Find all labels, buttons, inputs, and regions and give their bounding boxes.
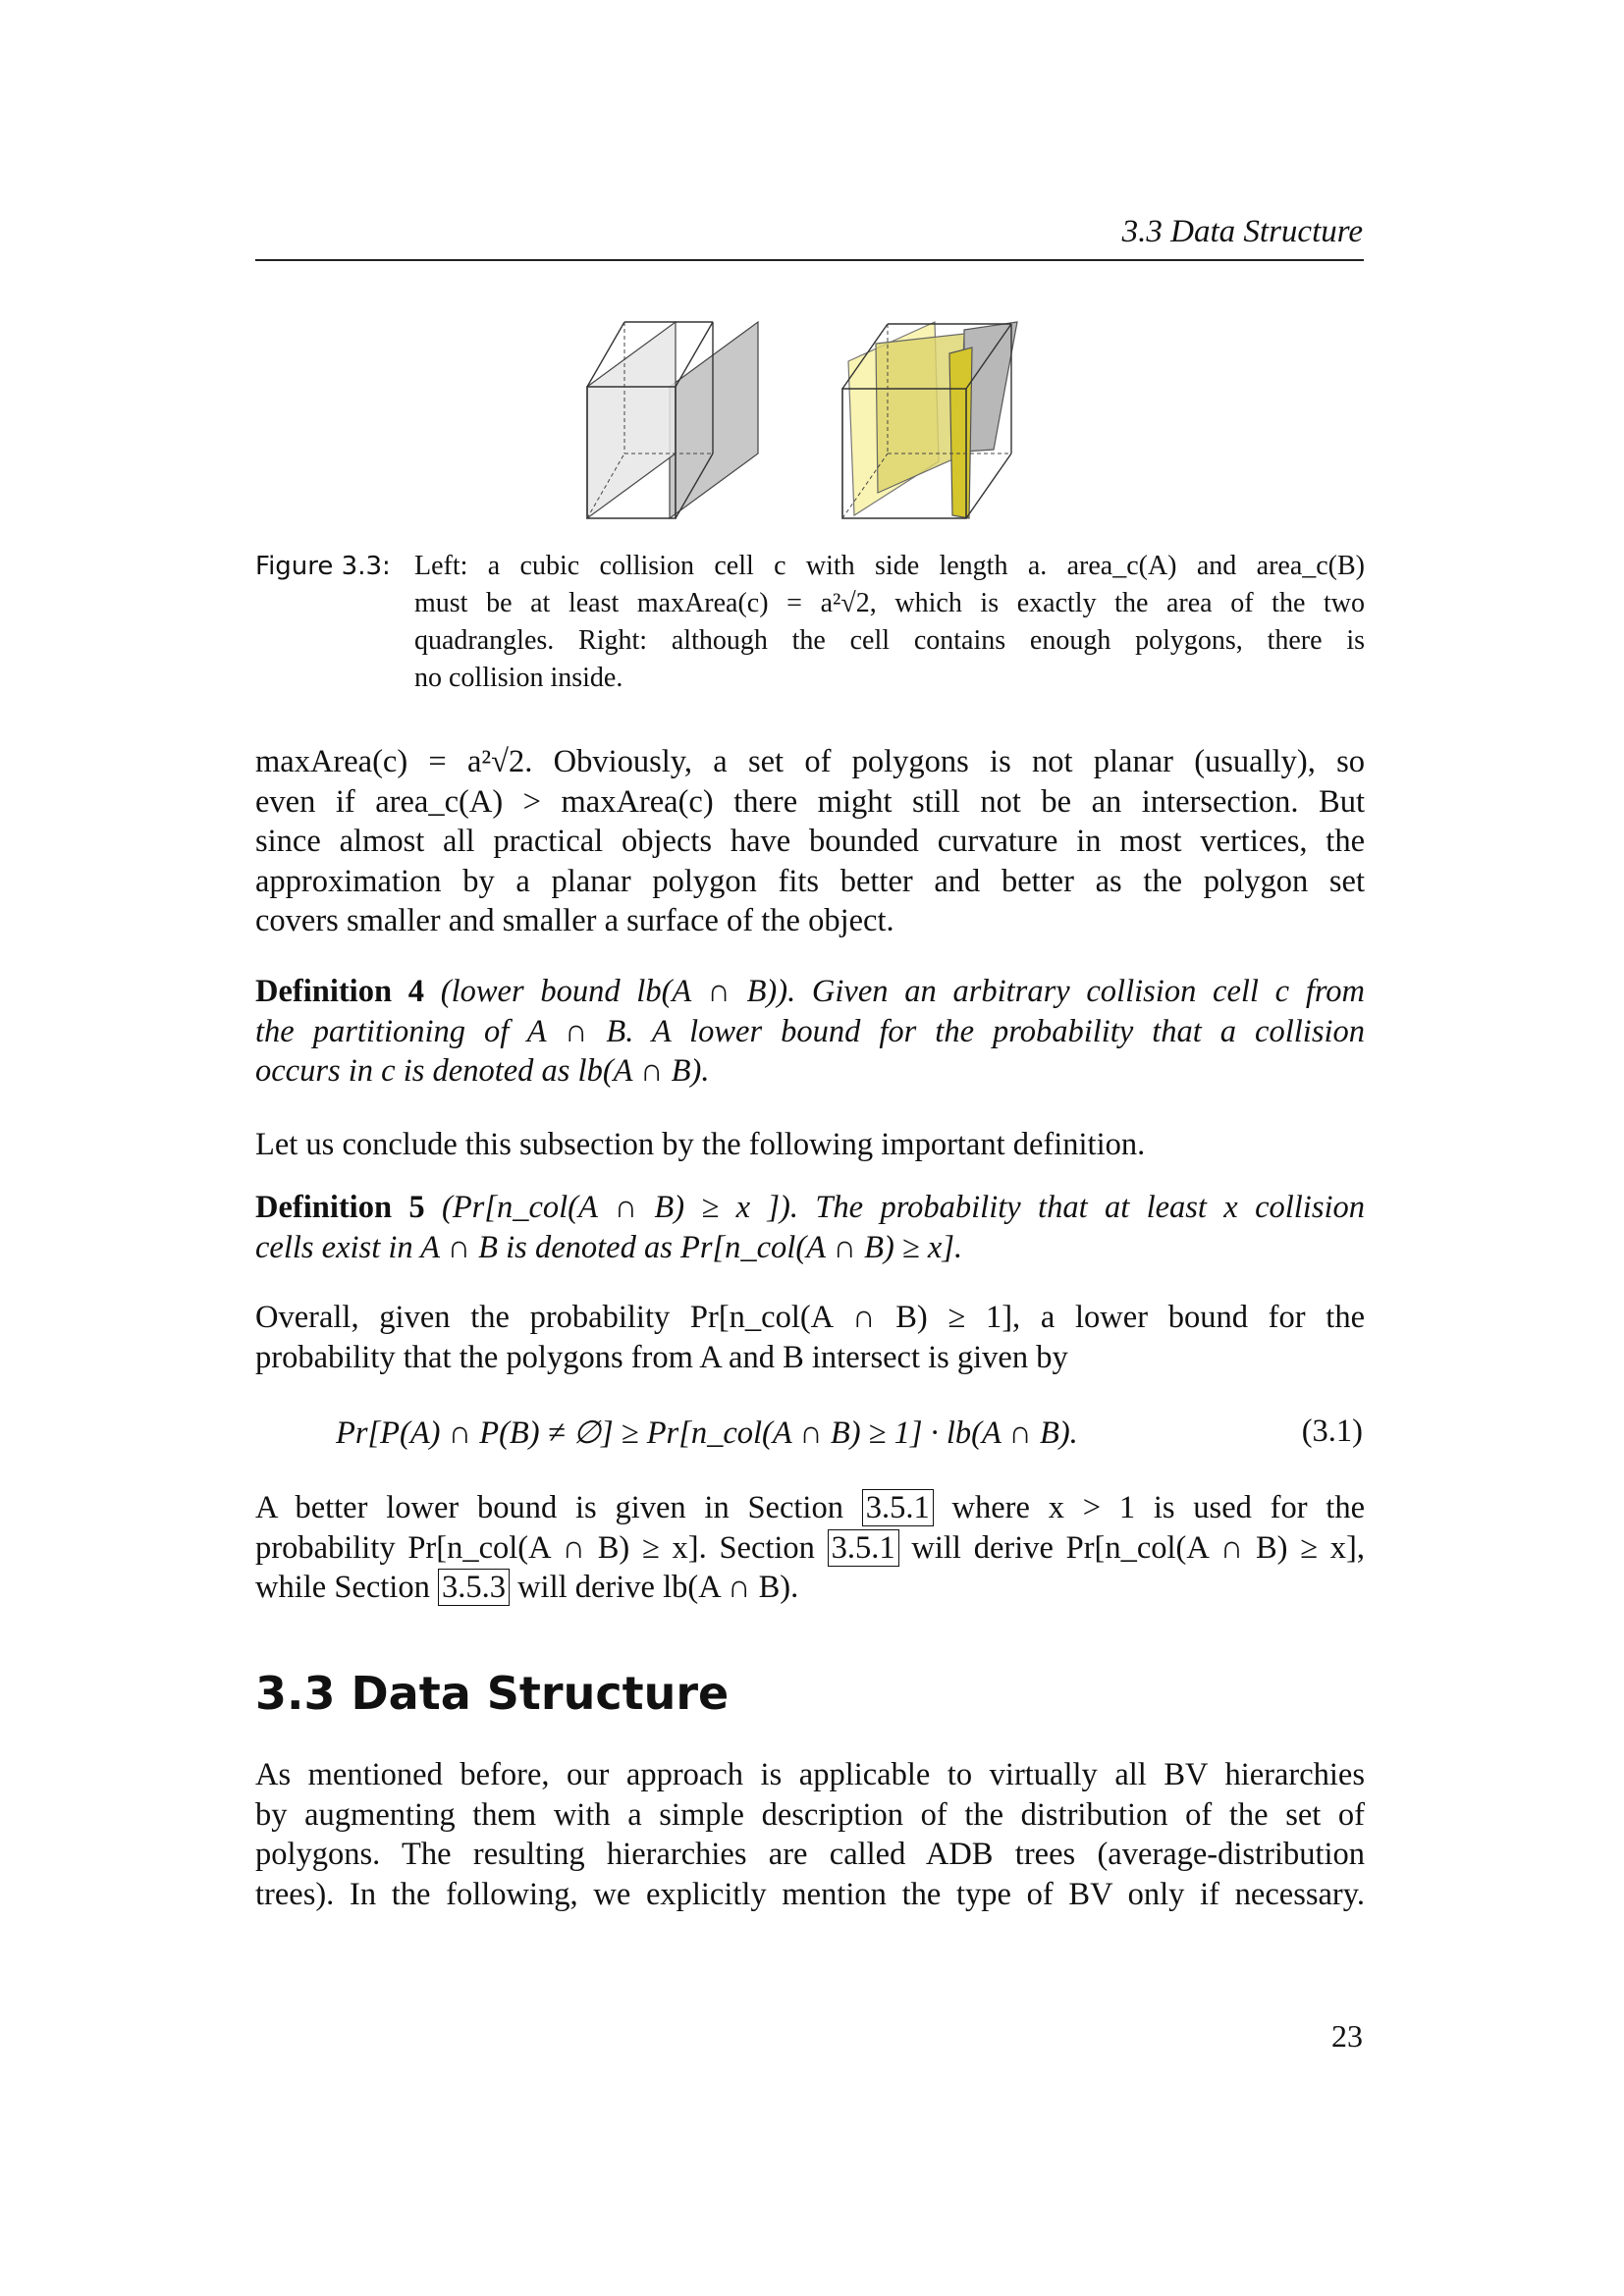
definition-4-label: Definition 4 <box>255 974 425 1009</box>
section-link-3-5-1[interactable]: 3.5.1 <box>828 1529 899 1567</box>
text-line: probability that the polygons from A and B intersect is given by <box>255 1339 1068 1375</box>
section-link-3-5-3[interactable]: 3.5.3 <box>438 1569 510 1606</box>
equation-3-1: Pr[P(A) ∩ P(B) ≠ ∅] ≥ Pr[n_col(A ∩ B) ≥ 1] · lb(A ∩ B). <box>336 1415 1078 1451</box>
text-line: maxArea(c) = a²√2. Obviously, a set of polygons is not planar (usually), so <box>255 744 1365 779</box>
text-line: As mentioned before, our approach is applicable to virtually all BV hierarchies <box>255 1757 1365 1792</box>
section-heading: 3.3 Data Structure <box>255 1667 730 1720</box>
definition-4-line: the partitioning of A ∩ B. A lower bound for the probability that a collision <box>255 1013 1365 1049</box>
section-link-3-5-1[interactable]: 3.5.1 <box>862 1489 934 1526</box>
caption-line: Left: a cubic collision cell c with side length a. area_c(A) and area_c(B) <box>414 551 1365 581</box>
page-number: 23 <box>1331 2018 1363 2054</box>
definition-4-line: (lower bound lb(A ∩ B)). Given an arbitrary collision cell c from <box>440 974 1366 1009</box>
gray-polygon <box>964 322 1017 452</box>
quadrangle-front <box>587 322 676 518</box>
text-line: since almost all practical objects have bounded curvature in most vertices, the <box>255 824 1365 859</box>
definition-4 <box>255 972 1365 1092</box>
definition-5-line: (Pr[n_col(A ∩ B) ≥ x ]). The probability that at least x collision <box>442 1190 1366 1225</box>
paragraph-maxarea <box>255 742 1365 941</box>
text-line: by augmenting them with a simple description of the distribution of the set of <box>255 1796 1365 1833</box>
figure-left-cube <box>581 314 778 525</box>
definition-5-label: Definition 5 <box>255 1190 425 1225</box>
paragraph-overall <box>255 1298 1365 1377</box>
paragraph-data-structure <box>255 1755 1365 1914</box>
text-line: Let us conclude this subsection by the following important definition. <box>255 1127 1146 1162</box>
quadrangle-back <box>670 322 758 518</box>
text-line: even if area_c(A) > maxArea(c) there might still not be an intersection. But <box>255 783 1365 820</box>
text-line: trees). In the following, we explicitly mention the type of BV only if necessary. <box>255 1876 1365 1912</box>
paragraph-conclude <box>255 1125 1365 1165</box>
equation-number: (3.1) <box>1301 1414 1363 1449</box>
yellow-polygon-strip <box>949 347 972 518</box>
caption-line: no collision inside. <box>414 663 623 693</box>
figure-right-cube <box>837 314 1033 525</box>
definition-4-line: occurs in c is denoted as lb(A ∩ B). <box>255 1053 710 1089</box>
figure-label: Figure 3.3: <box>255 552 391 581</box>
definition-5-line: cells exist in A ∩ B is denoted as Pr[n_col(A ∩ B) ≥ x]. <box>255 1229 963 1265</box>
caption-line: must be at least maxArea(c) = a²√2, which is exactly the area of the two <box>414 588 1365 618</box>
definition-5 <box>255 1188 1365 1267</box>
text-line: covers smaller and smaller a surface of the object. <box>255 903 894 938</box>
text-line: polygons. The resulting hierarchies are called ADB trees (average-distribution <box>255 1837 1365 1872</box>
paragraph-better-bound: A better lower bound is given in Section 3.5.1 where x > 1 is used for the probability Pr[n_col(A ∩ B) ≥ x]. Section 3.5.1 will derive Pr[n_col(A ∩ B) ≥ x], while Section 3.5.3 will derive lb(A ∩ B). <box>255 1490 1366 1605</box>
text-line: approximation by a planar polygon fits better and better as the polygon set <box>255 863 1365 899</box>
text-line: Overall, given the probability Pr[n_col(A ∩ B) ≥ 1], a lower bound for the <box>255 1300 1365 1335</box>
running-header: 3.3 Data Structure <box>1121 214 1363 249</box>
caption-line: quadrangles. Right: although the cell contains enough polygons, there is <box>414 625 1365 656</box>
header-rule <box>255 259 1364 261</box>
